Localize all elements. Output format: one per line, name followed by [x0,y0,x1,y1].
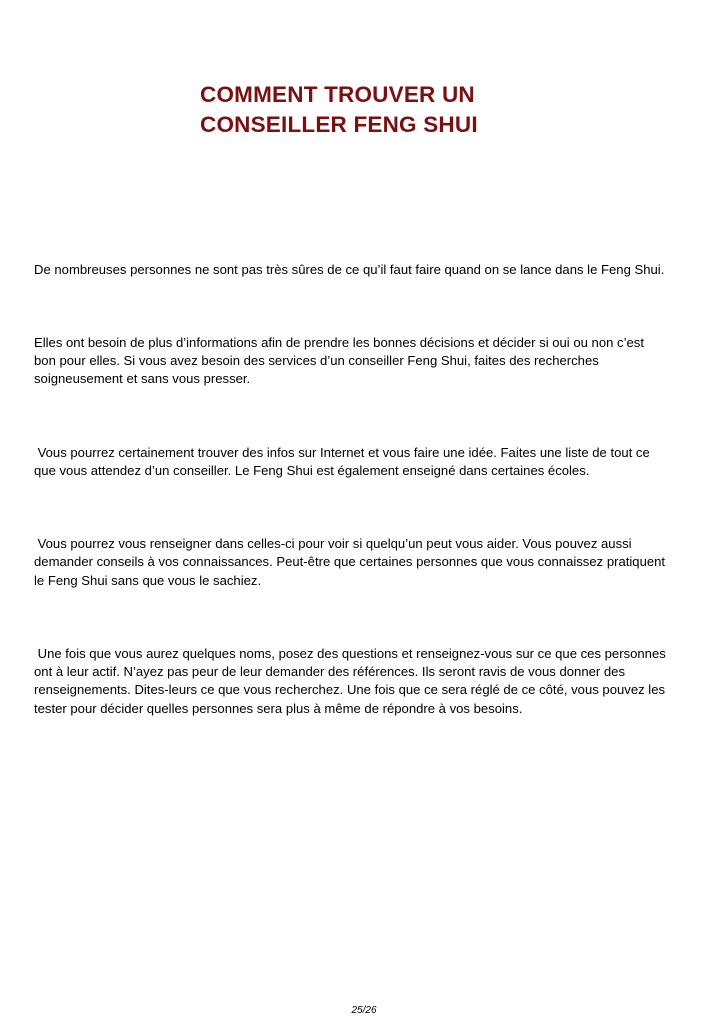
paragraph-4: Vous pourrez vous renseigner dans celles-ci pour voir si quelqu’un peut vous aider. Vous pouvez aussi demander conseils à vos connaissances. Peut-être que certaines personnes que vous connaissez pratiquent le Feng Shui sans que vous le sachiez. [34,536,666,588]
document-body [34,224,694,755]
paragraph-3: Vous pourrez certainement trouver des infos sur Internet et vous faire une idée. Faites une liste de tout ce que vous attendez d’un conseiller. Le Feng Shui est également enseigné dans certaines écoles. [34,444,650,478]
title-line-2: CONSEILLER FENG SHUI [200,112,478,137]
paragraph-5: Une fois que vous aurez quelques noms, posez des questions et renseignez-vous sur ce que ces personnes ont à leur actif. N’ayez pas peur de leur demander des références. Ils seront ravis de vous donner des renseignements. Dites-leurs ce que vous recherchez. Une fois que ce sera réglé de ce côté, vous pouvez les tester pour décider quelles personnes sera plus à même de répondre à vos besoins. [34,645,666,716]
title-line-1: COMMENT TROUVER UN [200,82,475,107]
paragraph-1: De nombreuses personnes ne sont pas très sûres de ce qu’il faut faire quand on se lance dans le Feng Shui. [34,261,665,277]
page-number: 25/26 [351,1005,377,1016]
paragraph-2: Elles ont besoin de plus d’informations afin de prendre les bonnes décisions et décider si oui ou non c’est bon pour elles. Si vous avez besoin des services d’un conseiller Feng Shui, faites des recherches soigneusement et sans vous presser. [34,334,644,387]
page-title [200,80,660,140]
